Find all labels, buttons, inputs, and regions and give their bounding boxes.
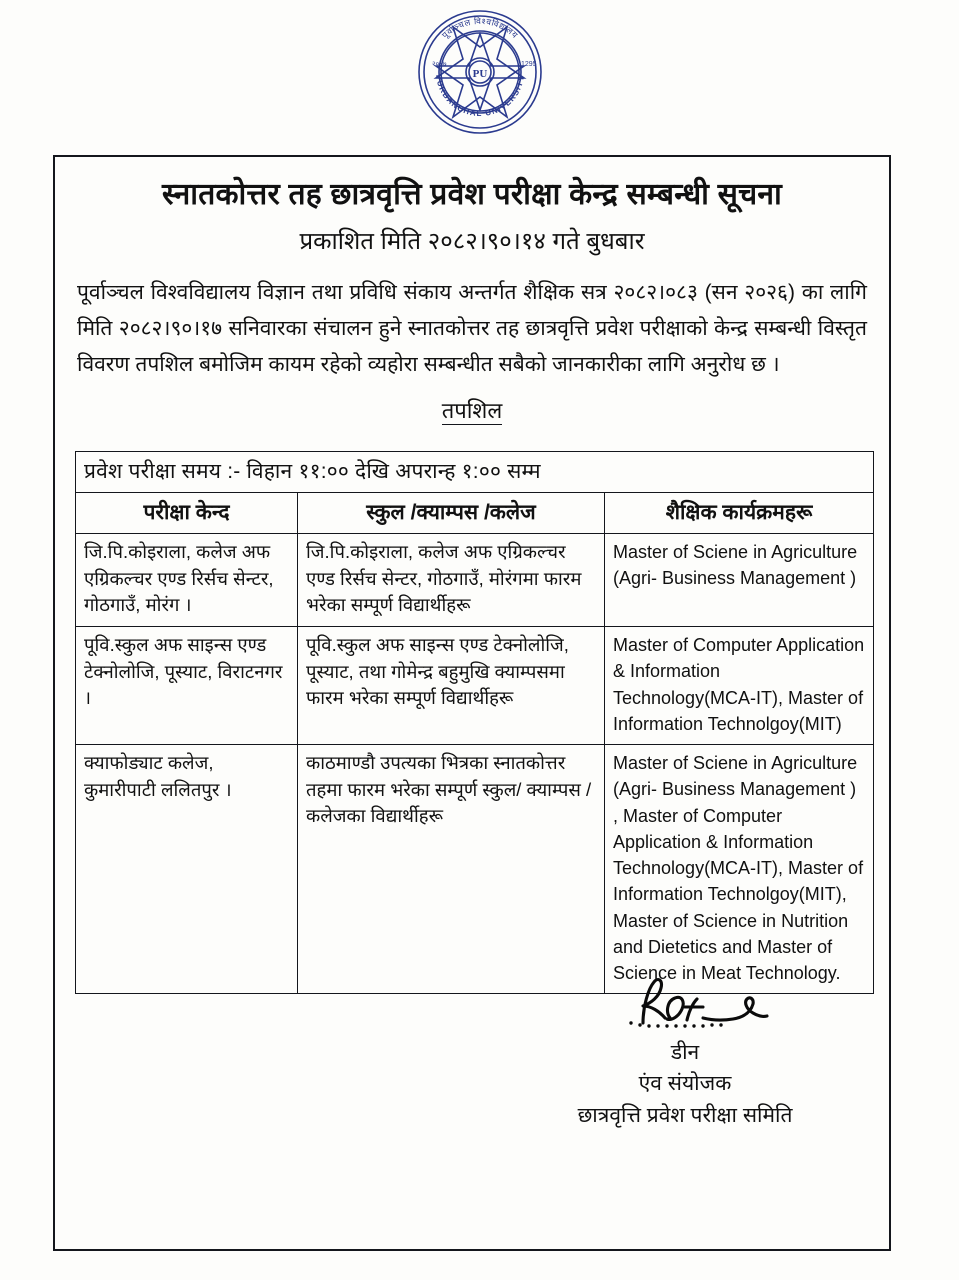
cell-school: काठमाण्डौ उपत्यका भित्रका स्नातकोत्तर तहमा फारम भरेका सम्पूर्ण स्कुल/ क्याम्पस /कलेजका विद्यार्थीहरू — [298, 745, 605, 994]
exam-centre-table — [75, 451, 874, 994]
exam-time-label: प्रवेश परीक्षा समय :- विहान ११:०० देखि अपरान्ह १:०० सम्म — [76, 452, 874, 493]
signature-block — [505, 973, 865, 1132]
svg-text:1295: 1295 — [520, 61, 537, 68]
exam-time-row — [76, 452, 874, 493]
handwritten-signature-icon — [505, 973, 865, 1035]
notice-paragraph: पूर्वाञ्चल विश्वविद्यालय विज्ञान तथा प्रविधि संकाय अन्तर्गत शैक्षिक सत्र २०८२।०८३ (सन २०२६) का लागि मिति २०८२।९०।१७ सनिवारका संचालन हुने स्नातकोत्तर तह छात्रवृत्ति प्रवेश परीक्षाको केन्द्र सम्बन्धी विस्तृत विवरण तपशिल बमोजिम कायम रहेको व्यहोरा सम्बन्धीत सबैको जानकारीका लागि अनुरोध छ । — [77, 280, 867, 376]
svg-text:PURBANCHAL UNIVERSITY: PURBANCHAL UNIVERSITY — [433, 74, 526, 119]
table-row — [76, 626, 874, 744]
page-title: स्नातकोत्तर तह छात्रवृत्ति प्रवेश परीक्षा केन्द्र सम्बन्धी सूचना — [161, 178, 783, 211]
column-header-school-campus-college: स्कुल /क्याम्पस /कलेज — [298, 493, 605, 534]
publication-date: प्रकाशित मिति २०८२।९०।१४ गते बुधबार — [299, 227, 645, 255]
signatory-title-coordinator: एंव संयोजक — [638, 1072, 732, 1095]
cell-exam-centre: क्याफोड्याट कलेज, कुमारीपाटी ललितपुर । — [76, 745, 298, 994]
university-seal-icon — [416, 8, 544, 136]
signatory-committee: छात्रवृत्ति प्रवेश परीक्षा समिति — [577, 1103, 793, 1127]
column-header-exam-centre: परीक्षा केन्द — [76, 493, 298, 534]
cell-programs: Master of Sciene in Agriculture (Agri- Business Management ) — [605, 534, 874, 627]
svg-text:PU: PU — [472, 68, 487, 80]
table-row — [76, 745, 874, 994]
letterhead — [0, 8, 959, 136]
table-row — [76, 534, 874, 627]
cell-exam-centre: पूवि.स्कुल अफ साइन्स एण्ड टेक्नोलोजि, पूस्याट, विराटनगर । — [76, 626, 298, 744]
cell-programs: Master of Computer Application & Information Technology(MCA-IT), Master of Information Technolgoy(MIT) — [605, 626, 874, 744]
tapasil-heading — [75, 395, 869, 425]
cell-school: पूवि.स्कुल अफ साइन्स एण्ड टेक्नोलोजि, पूस्याट, तथा गोमेन्द्र बहुमुखि क्याम्पसमा फारम भरेका सम्पूर्ण विद्यार्थीहरू — [298, 626, 605, 744]
cell-school: जि.पि.कोइराला, कलेज अफ एग्रिकल्चर एण्ड रिर्सच सेन्टर, गोठगाउँ, मोरंगमा फारम भरेका सम्पूर्ण विद्यार्थीहरू — [298, 534, 605, 627]
table-header-row — [76, 493, 874, 534]
cell-exam-centre: जि.पि.कोइराला, कलेज अफ एग्रिकल्चर एण्ड रिर्सच सेन्टर, गोठगाउँ, मोरंग । — [76, 534, 298, 627]
tapasil-label: तपशिल — [441, 398, 503, 424]
notice-body — [53, 155, 891, 1251]
cell-programs: Master of Sciene in Agriculture (Agri- Business Management ) , Master of Computer Application & Information Technology(MCA-IT), Master of Information Technolgoy(MIT), Master of Science in Nutrition and Dietetics and Master of Science in Meat Technology. — [605, 745, 874, 994]
svg-text:पूर्वाञ्चल विश्वविद्यालय: पूर्वाञ्चल विश्वविद्यालय — [439, 15, 520, 41]
signatory-title-dean: डीन — [670, 1040, 700, 1064]
column-header-programs: शैक्षिक कार्यक्रमहरू — [605, 493, 874, 534]
svg-text:२०४७: २०४७ — [431, 60, 447, 68]
